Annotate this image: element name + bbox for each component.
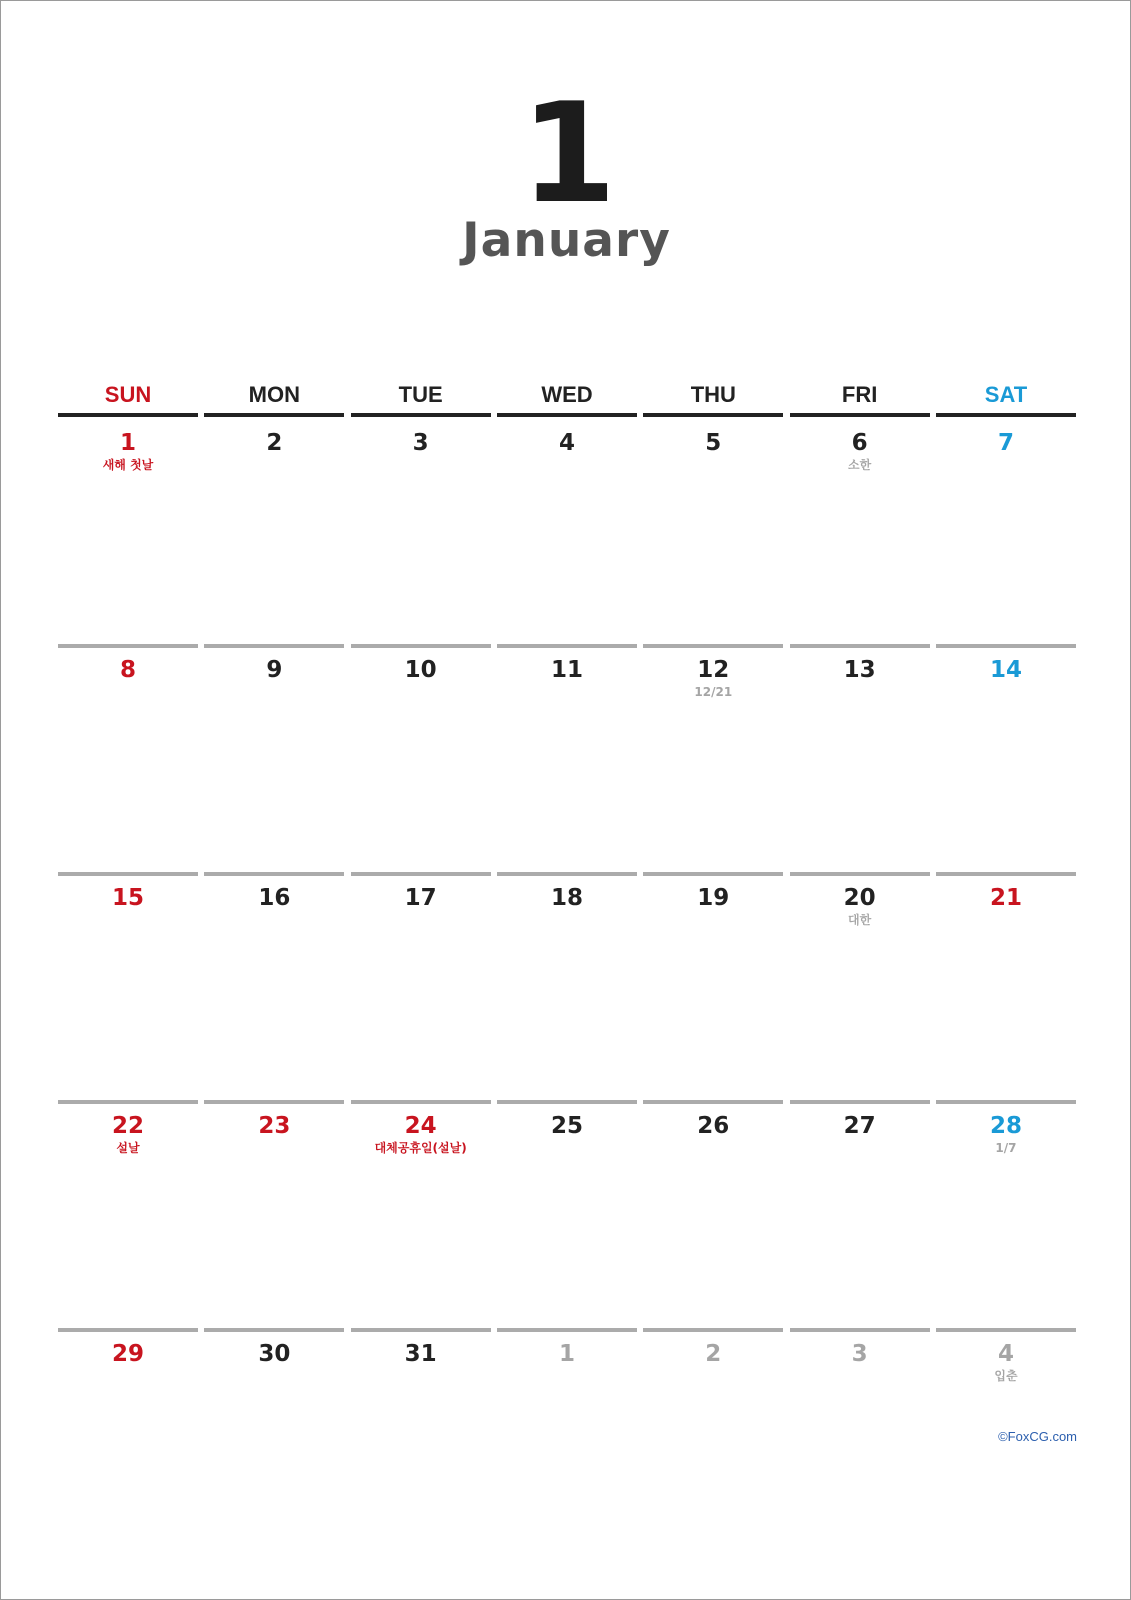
week-row xyxy=(58,1100,1076,1328)
weekday-header-row xyxy=(58,377,1076,417)
day-cell xyxy=(936,872,1076,1100)
day-cell xyxy=(204,644,344,872)
day-cell xyxy=(58,417,198,644)
day-number: 23 xyxy=(258,1113,291,1139)
day-number: 7 xyxy=(997,430,1014,456)
day-number: 17 xyxy=(404,885,437,911)
day-number: 9 xyxy=(266,657,283,683)
day-number: 4 xyxy=(997,1341,1014,1367)
day-number: 20 xyxy=(843,885,876,911)
week-row xyxy=(58,644,1076,872)
day-number: 25 xyxy=(550,1113,583,1139)
day-number: 30 xyxy=(258,1341,291,1367)
day-cell xyxy=(351,417,491,644)
day-cell xyxy=(936,1100,1076,1328)
day-cell xyxy=(643,417,783,644)
day-cell xyxy=(643,872,783,1100)
weekday-fri: FRI xyxy=(790,377,930,417)
day-number: 15 xyxy=(111,885,144,911)
day-cell xyxy=(790,1328,930,1556)
day-cell xyxy=(790,872,930,1100)
day-note: 대한 xyxy=(848,913,872,927)
day-cell xyxy=(58,872,198,1100)
day-number: 19 xyxy=(697,885,730,911)
day-note: 대체공휴일(설날) xyxy=(374,1141,467,1155)
day-cell xyxy=(58,1328,198,1556)
month-name: January xyxy=(462,213,671,268)
day-number: 16 xyxy=(258,885,291,911)
weeks-container xyxy=(58,417,1076,1556)
day-note: 1/7 xyxy=(995,1141,1017,1155)
day-number: 21 xyxy=(989,885,1022,911)
day-cell xyxy=(790,417,930,644)
day-cell xyxy=(936,644,1076,872)
day-number: 22 xyxy=(111,1113,144,1139)
week-row xyxy=(58,417,1076,644)
day-cell xyxy=(497,417,637,644)
month-number: 1 xyxy=(520,73,613,234)
day-note: 새해 첫날 xyxy=(102,458,154,472)
day-cell xyxy=(497,1328,637,1556)
day-cell xyxy=(204,417,344,644)
day-cell xyxy=(351,1100,491,1328)
day-cell xyxy=(58,1100,198,1328)
day-number: 2 xyxy=(705,1341,722,1367)
day-cell xyxy=(204,1328,344,1556)
weekday-sun: SUN xyxy=(58,377,198,417)
day-note: 소한 xyxy=(848,458,872,472)
day-number: 10 xyxy=(404,657,437,683)
day-cell xyxy=(643,1100,783,1328)
day-cell xyxy=(204,872,344,1100)
day-number: 1 xyxy=(119,430,136,456)
day-number: 18 xyxy=(550,885,583,911)
copyright-text: ©FoxCG.com xyxy=(998,1429,1077,1444)
day-number: 4 xyxy=(558,430,575,456)
day-number: 6 xyxy=(851,430,868,456)
day-cell xyxy=(643,1328,783,1556)
day-note: 12/21 xyxy=(694,685,733,699)
day-number: 24 xyxy=(404,1113,437,1139)
day-number: 29 xyxy=(111,1341,144,1367)
weekday-wed: WED xyxy=(497,377,637,417)
day-number: 13 xyxy=(843,657,876,683)
day-note: 입춘 xyxy=(994,1369,1018,1383)
weekday-mon: MON xyxy=(204,377,344,417)
day-cell xyxy=(351,644,491,872)
day-cell xyxy=(58,644,198,872)
week-row xyxy=(58,1328,1076,1556)
day-number: 3 xyxy=(851,1341,868,1367)
day-cell xyxy=(497,644,637,872)
week-row xyxy=(58,872,1076,1100)
weekday-tue: TUE xyxy=(351,377,491,417)
day-number: 12 xyxy=(697,657,730,683)
day-cell xyxy=(643,644,783,872)
calendar-grid xyxy=(58,377,1076,1556)
day-cell xyxy=(351,1328,491,1556)
weekday-sat: SAT xyxy=(936,377,1076,417)
day-number: 11 xyxy=(550,657,583,683)
day-number: 31 xyxy=(404,1341,437,1367)
day-number: 5 xyxy=(705,430,722,456)
day-cell xyxy=(936,417,1076,644)
day-number: 8 xyxy=(119,657,136,683)
day-number: 2 xyxy=(266,430,283,456)
day-number: 27 xyxy=(843,1113,876,1139)
day-cell xyxy=(790,644,930,872)
day-cell xyxy=(497,872,637,1100)
day-cell xyxy=(497,1100,637,1328)
day-number: 28 xyxy=(989,1113,1022,1139)
day-number: 14 xyxy=(989,657,1022,683)
day-cell xyxy=(204,1100,344,1328)
weekday-thu: THU xyxy=(643,377,783,417)
day-cell xyxy=(790,1100,930,1328)
day-number: 3 xyxy=(412,430,429,456)
day-cell xyxy=(351,872,491,1100)
day-note: 설날 xyxy=(116,1141,140,1155)
day-number: 1 xyxy=(558,1341,575,1367)
day-number: 26 xyxy=(697,1113,730,1139)
